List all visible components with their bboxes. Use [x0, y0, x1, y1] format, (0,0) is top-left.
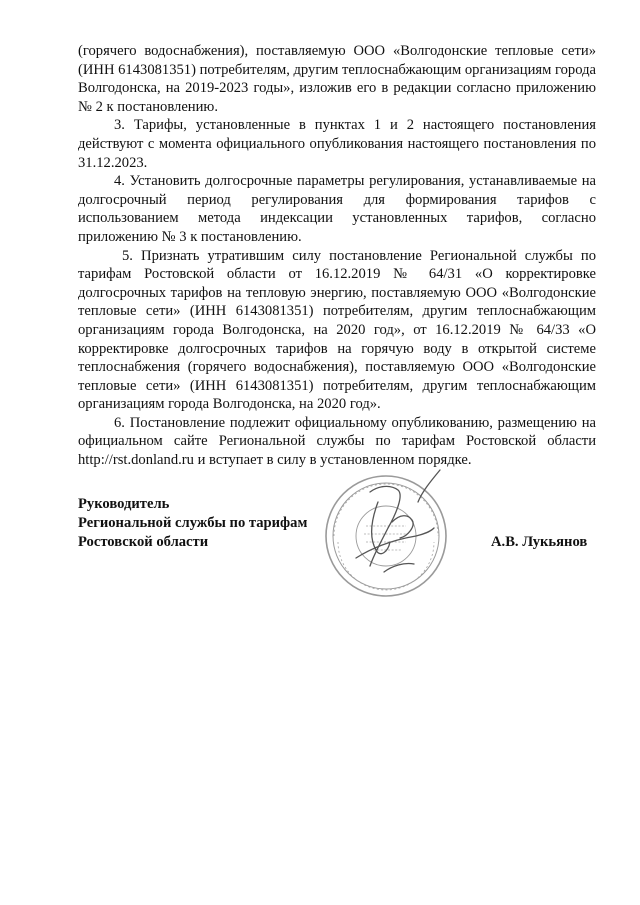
paragraph-5: 5. Признать утратившим силу постановление Региональной службы по тарифам Ростовской области от 16.12.2019 № 64/31 «О корректировке долгосрочных тарифов на тепловую энергию, поставляемую ООО «Волгодонские тепловые сети» (ИНН 6143081351) потребителям, другим теплоснабжающим организациям города Волгодонска, на 2020 год», от 16.12.2019 № 64/33 «О корректировке долгосрочных тарифов на горячую воду в открытой системе теплоснабжения (горячего водоснабжения), поставляемую ООО «Волгодонские тепловые сети» (ИНН 6143081351) потребителям, другим теплоснабжающим организациям города Волгодонска, на 2020 год».	[78, 247, 596, 413]
paragraph-intro: (горячего водоснабжения), поставляемую ООО «Волгодонские тепловые сети» (ИНН 6143081351) потребителям, другим теплоснабжающим организациям города Волгодонска, на 2019-2023 годы», изложив его в редакции согласно приложению № 2 к постановлению.	[78, 43, 596, 115]
paragraph-3: 3. Тарифы, установленные в пунктах 1 и 2 настоящего постановления действуют с момента официального опубликования настоящего постановления по 31.12.2023.	[78, 117, 596, 171]
signatory-title-line-3: Ростовской области	[78, 534, 209, 550]
paragraph-4: 4. Установить долгосрочные параметры регулирования, устанавливаемые на долгосрочный период регулирования для формирования тарифов с использованием метода индексации установленных тарифов, согласно приложению № 3 к постановлению.	[78, 173, 596, 245]
signatory-title	[78, 495, 307, 552]
signatory-title-line-2: Региональной службы по тарифам	[78, 515, 308, 531]
paragraph-6: 6. Постановление подлежит официальному опубликованию, размещению на официальном сайте Региональной службы по тарифам Ростовской области http://rst.donland.ru и вступает в силу в установленном порядке.	[78, 414, 596, 469]
official-stamp-icon	[318, 462, 458, 602]
signatory-title-line-1: Руководитель	[78, 496, 170, 512]
signatory-name: А.В. Лукьянов	[491, 534, 588, 550]
document-body	[78, 42, 596, 470]
